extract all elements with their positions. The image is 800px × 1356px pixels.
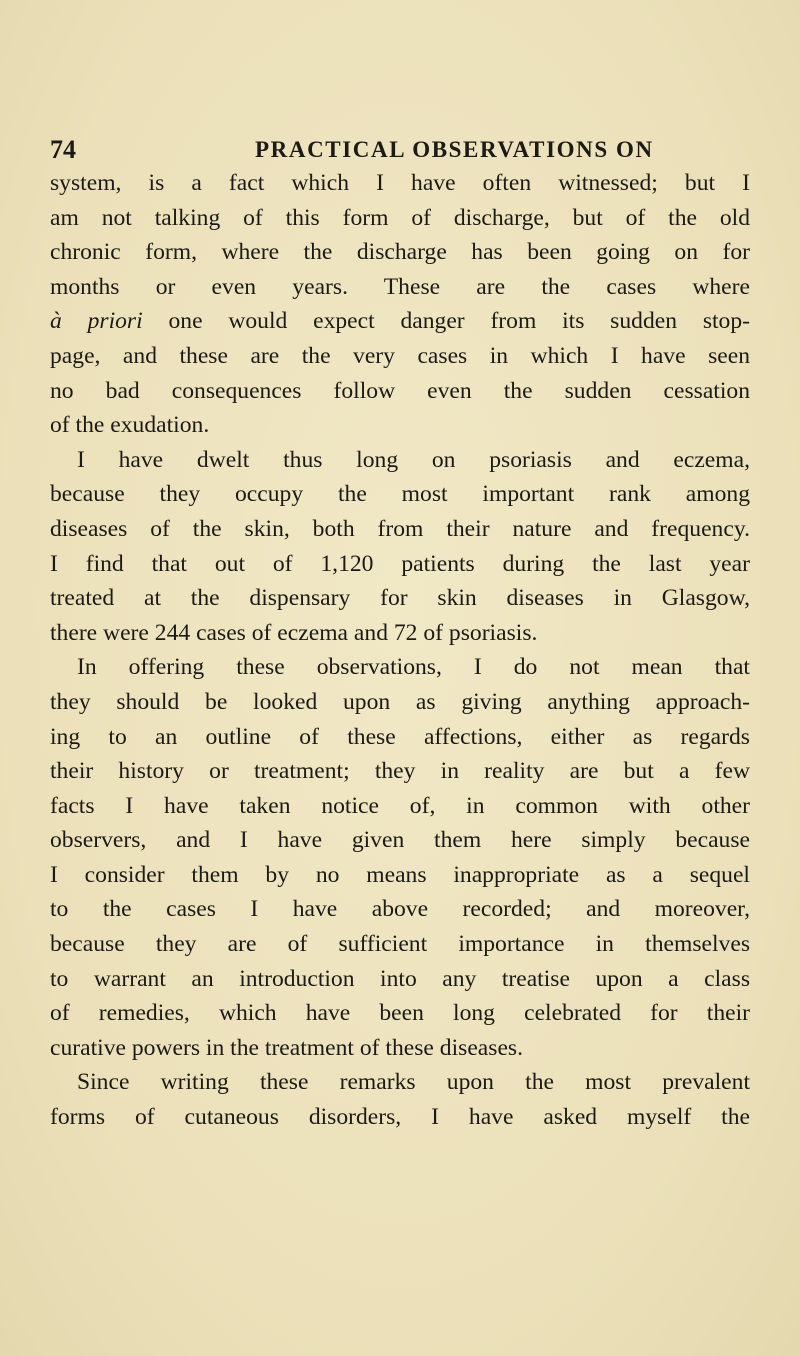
text-line: of the exudation. <box>50 412 210 439</box>
page-header <box>50 132 750 168</box>
text-line: I have dwelt thus long on psoriasis and eczema, <box>77 446 750 473</box>
text-line: observers, and I have given them here simply because <box>50 827 750 854</box>
text-line: am not talking of this form of discharge, but of the old <box>50 204 750 231</box>
text-line: facts I have taken notice of, in common with other <box>50 792 750 819</box>
text-line: I find that out of 1,120 patients during the last year <box>50 550 750 577</box>
text-line: Since writing these remarks upon the most prevalent <box>77 1069 750 1096</box>
page-number: 74 <box>50 135 76 164</box>
text-line: I consider them by no means inappropriate as a sequel <box>50 861 750 888</box>
running-head: PRACTICAL OBSERVATIONS ON <box>255 137 654 162</box>
text-line: to warrant an introduction into any treatise upon a class <box>50 965 750 992</box>
text-line: there were 244 cases of eczema and 72 of psoriasis. <box>50 619 538 646</box>
italic-phrase: à priori <box>50 308 143 335</box>
text-line: page, and these are the very cases in which I have seen <box>50 342 750 369</box>
text-line <box>50 304 750 339</box>
text-line: to the cases I have above recorded; and moreover, <box>50 896 750 923</box>
text-line: curative powers in the treatment of these diseases. <box>50 1034 524 1061</box>
text-line: ing to an outline of these affections, either as regards <box>50 723 750 750</box>
text-line: because they occupy the most important rank among <box>50 481 750 508</box>
body-text <box>50 166 750 1135</box>
text-line: because they are of sufficient importance in themselves <box>50 931 750 958</box>
text-line-rest: one would expect danger from its sudden stop- <box>168 308 751 335</box>
text-line: their history or treatment; they in reality are but a few <box>50 758 750 785</box>
text-line: treated at the dispensary for skin diseases in Glasgow, <box>50 585 750 612</box>
text-line: chronic form, where the discharge has been going on for <box>50 239 750 266</box>
text-line: In offering these observations, I do not mean that <box>77 654 750 681</box>
text-line: no bad consequences follow even the sudden cessation <box>50 377 750 404</box>
text-line: system, is a fact which I have often witnessed; but I <box>50 170 750 196</box>
text-line: of remedies, which have been long celebrated for their <box>50 1000 750 1027</box>
text-line: diseases of the skin, both from their nature and frequency. <box>50 515 750 542</box>
text-line: forms of cutaneous disorders, I have asked myself the <box>50 1104 750 1131</box>
text-line: months or even years. These are the cases where <box>50 273 750 300</box>
text-line: they should be looked upon as giving anything approach- <box>50 688 750 715</box>
